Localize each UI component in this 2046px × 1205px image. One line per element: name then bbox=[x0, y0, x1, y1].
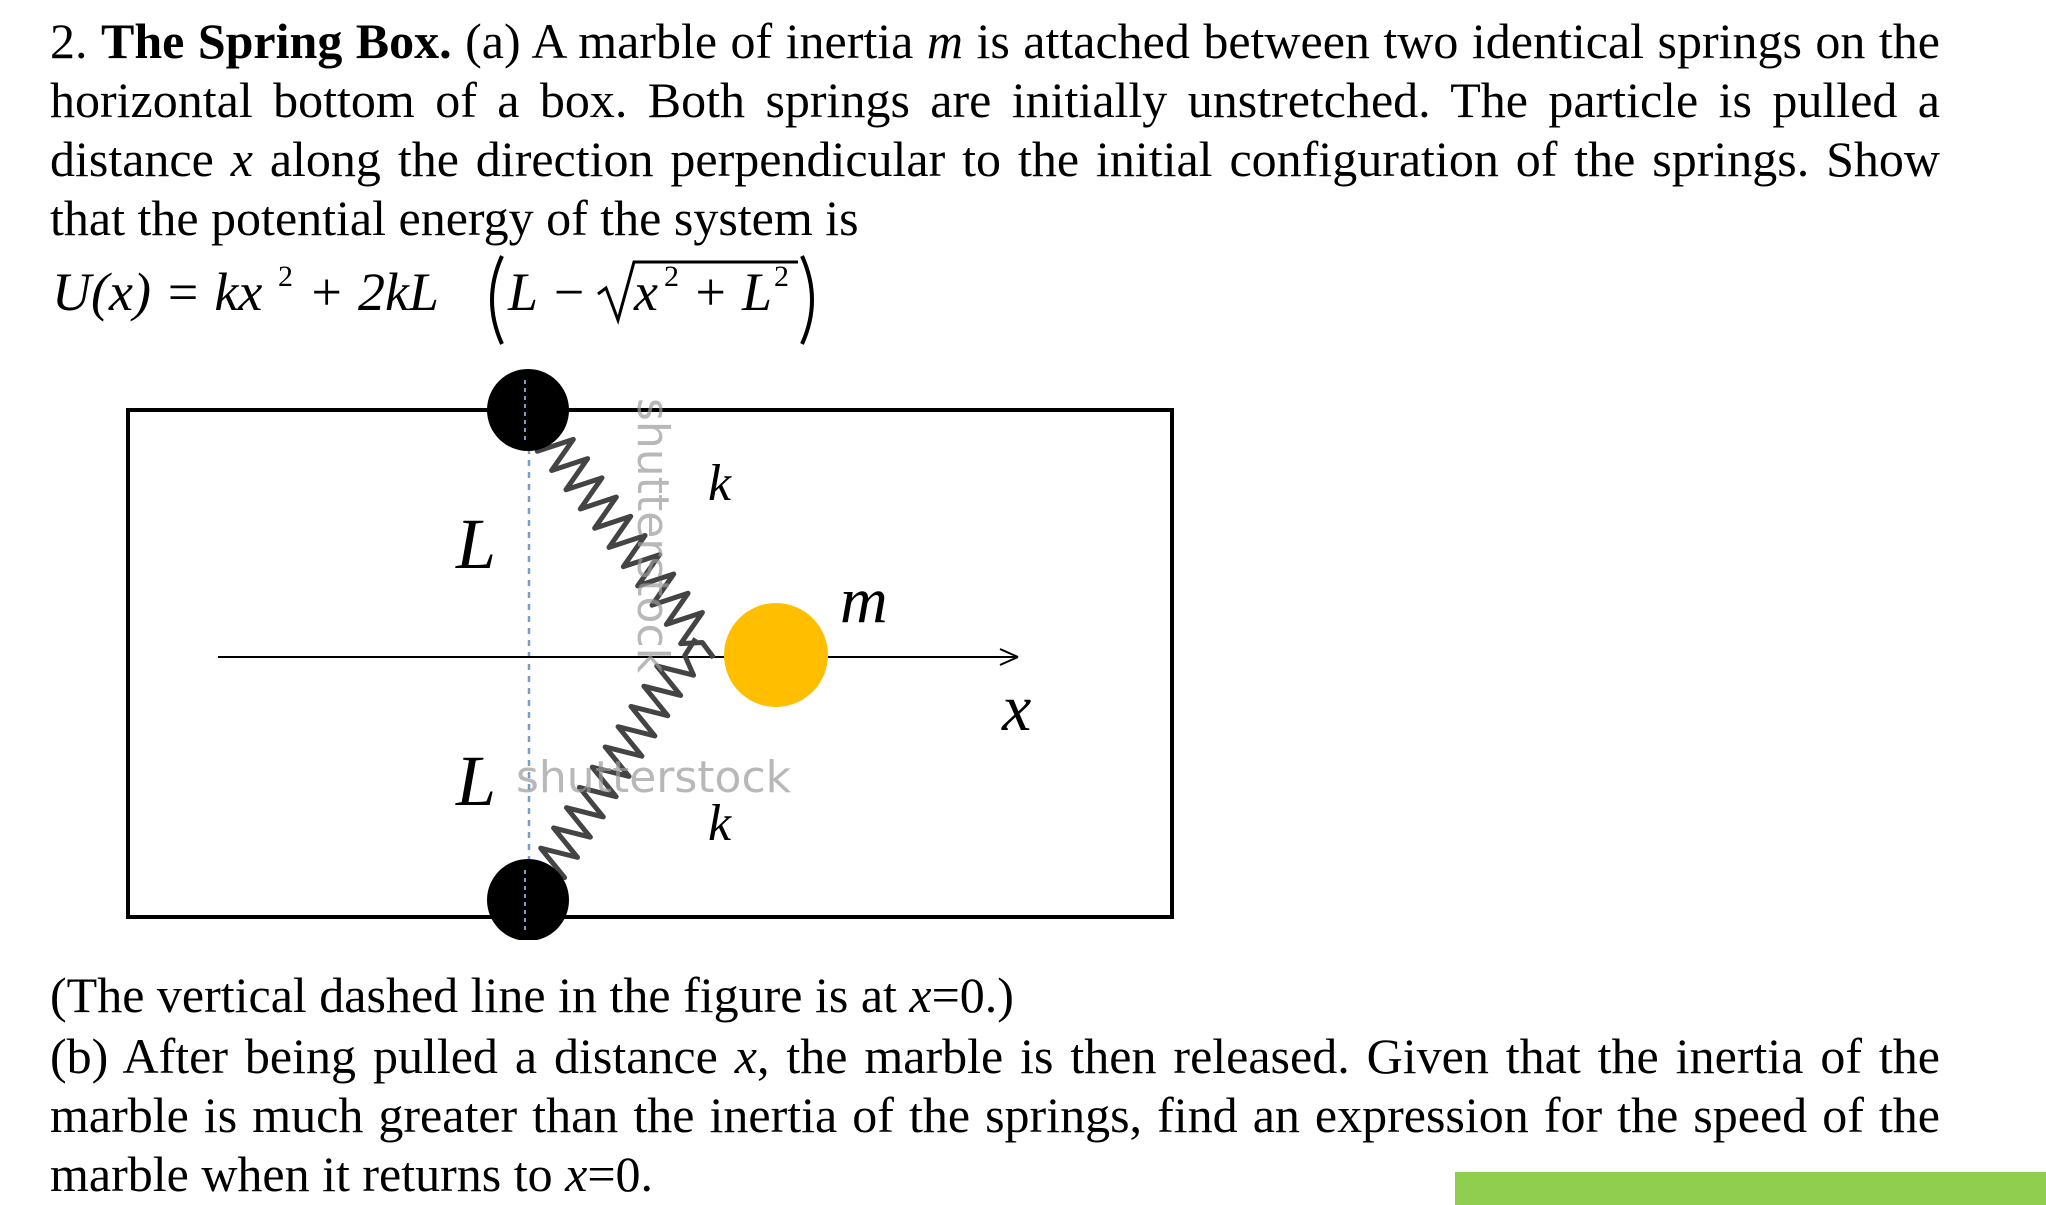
part-b-text-1: After being pulled a distance bbox=[122, 1028, 718, 1084]
watermark-horizontal: shutterstock bbox=[516, 752, 792, 803]
part-a-text-2: is attached between two identical springs on the horizontal bottom of a box. Both springs are initially unstretched. The particle is pulled a distance bbox=[50, 13, 1941, 187]
note-var-x: x bbox=[909, 967, 932, 1023]
part-a-label: (a) bbox=[465, 13, 521, 69]
potential-energy-formula bbox=[50, 248, 850, 348]
formula-middle: + 2kL bbox=[308, 262, 439, 322]
formula-exponent-2: 2 bbox=[664, 260, 679, 293]
part-b-text-2: , the marble is then released. Given that the inertia of the marble is much greater than the inertia of the springs, find an expression for the speed of the marble when it returns to bbox=[50, 1028, 1940, 1202]
formula-lhs: U(x) = kx bbox=[52, 262, 263, 322]
bottom-anchor bbox=[487, 859, 569, 940]
formula-radical-x: x bbox=[634, 262, 658, 322]
part-a-text-1: A marble of inertia bbox=[531, 13, 914, 69]
formula-radical-plus-L: + L bbox=[692, 262, 772, 322]
right-paren bbox=[802, 256, 812, 344]
part-a-paragraph bbox=[50, 12, 1940, 248]
formula-exponent-3: 2 bbox=[774, 260, 789, 293]
label-L-bottom: L bbox=[456, 741, 497, 821]
var-x: x bbox=[230, 131, 253, 187]
spring-box-figure bbox=[118, 360, 1188, 940]
formula-exponent-1: 2 bbox=[278, 260, 293, 293]
problem-number: 2. bbox=[50, 13, 88, 69]
formula-inner-L: L − bbox=[508, 262, 587, 322]
part-a-text-3: along the direction perpendicular to the initial configuration of the springs. Show that the potential energy of the system is bbox=[50, 131, 1941, 246]
var-m: m bbox=[926, 13, 963, 69]
problem-title: The Spring Box. bbox=[100, 13, 452, 69]
top-anchor bbox=[487, 369, 569, 451]
watermark-vertical: shutterstock bbox=[627, 398, 678, 674]
left-paren bbox=[492, 256, 502, 344]
label-L-top: L bbox=[456, 504, 497, 584]
label-m: m bbox=[840, 564, 888, 637]
note-text-1: (The vertical dashed line in the figure is at bbox=[50, 967, 897, 1023]
label-k-bottom: k bbox=[708, 795, 732, 852]
green-highlight-bar bbox=[1455, 1172, 2046, 1205]
part-b-var-x2: x bbox=[565, 1146, 588, 1202]
figure-note bbox=[50, 966, 1940, 1025]
part-b-label: (b) bbox=[50, 1028, 109, 1084]
part-b-text-3: =0. bbox=[587, 1146, 654, 1202]
note-text-2: =0.) bbox=[931, 967, 1014, 1023]
marble bbox=[724, 603, 828, 707]
part-b-var-x: x bbox=[734, 1028, 757, 1084]
label-x: x bbox=[1002, 672, 1032, 745]
label-k-top: k bbox=[708, 455, 732, 512]
